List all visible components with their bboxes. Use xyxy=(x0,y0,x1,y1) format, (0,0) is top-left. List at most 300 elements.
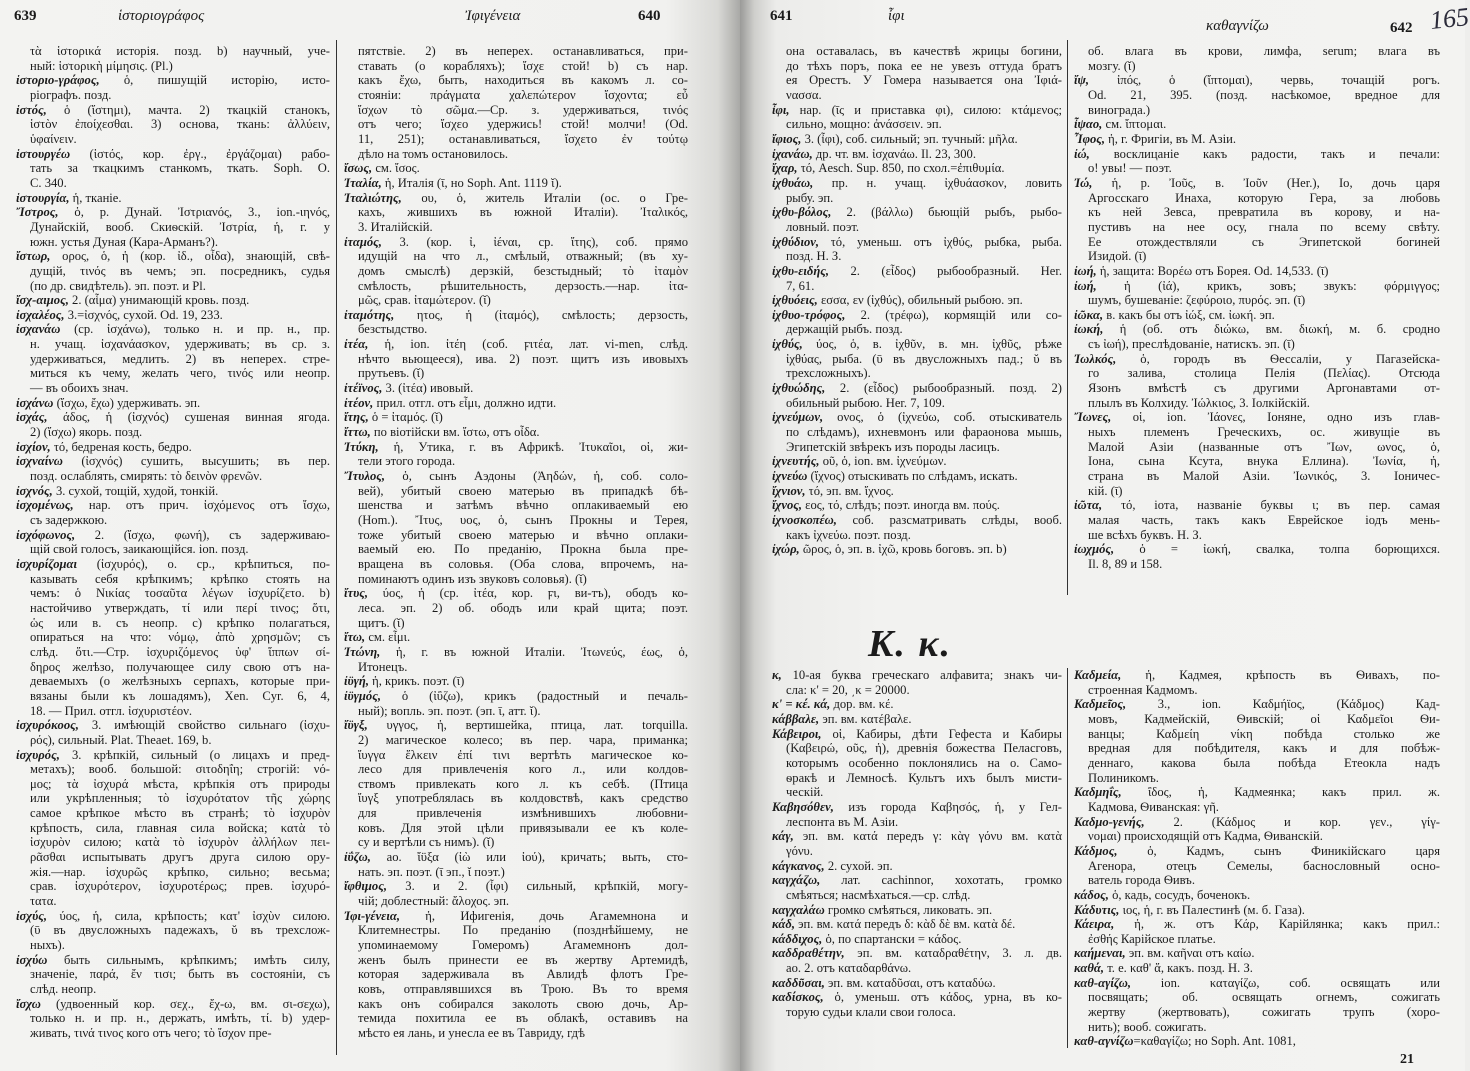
entry-continuation-line: позд. Н. З. xyxy=(786,249,842,264)
entry-continuation-line: удерживаться, медлить. 2) въ неперех. стре- xyxy=(30,351,330,366)
entry-continuation-line: къ ней Зевса, превратила въ корову, и на- xyxy=(1088,205,1440,220)
definition-text: см. ἴσος. xyxy=(372,161,420,176)
entry-continuation-line: сла: κ' = 20, ͵κ = 20000. xyxy=(786,682,910,697)
headword: ἴφθιμος, xyxy=(344,879,387,894)
entry-continuation-line: жія.—нар. ἰσχυρῶς крѣпко, сильно; весьма; xyxy=(30,864,330,879)
entry-continuation-line: Od. 21, 395. (позд. насѣкомое, вредное для xyxy=(1088,87,1440,102)
entry-continuation-line: мѣсто ея лань, и унесла ее въ Тавриду, гдѣ xyxy=(358,1025,585,1040)
entry-continuation-line: женъ былъ принести ее въ жертву Артемидѣ, xyxy=(358,952,688,967)
entry-continuation-line: опираться на что: νόμῳ, ἀπὸ χρησμῶν; съ xyxy=(30,630,330,645)
entry-continuation-line: южн. устья Дуная (Кара-Арманъ?). xyxy=(30,234,219,249)
entry-continuation-line: Ее отождествляли съ Эгипетской богиней xyxy=(1088,234,1440,249)
entry-continuation-line: живать, τινά τινος кого отъ чего; τὸ ἴσχον пре- xyxy=(30,1025,272,1040)
headword: καθ-αγνίζω xyxy=(1074,1034,1134,1049)
definition-text: ἡ (об. отъ διώκω, вм. διωκή, м. б. сродно xyxy=(1103,322,1440,337)
headword: ἴψ, xyxy=(1074,73,1090,88)
definition-text: дор. вм. κέ. xyxy=(830,697,894,712)
entry-continuation-line: чемъ: ὁ Νικίας τοσαῦτα λέγων ἰσχυρίζετο. b) xyxy=(30,586,330,601)
entry-first-line xyxy=(344,396,688,411)
entry-first-line xyxy=(1074,322,1440,337)
definition-text: τό, іота, названіе буквы ι; въ пер. самая xyxy=(1102,498,1440,513)
entry-first-line xyxy=(344,689,688,704)
entry-first-line xyxy=(1074,1034,1440,1049)
headword: κάγ, xyxy=(772,829,794,844)
definition-text: эп. вм. κατά передъ γ: κὰγ γόνυ вм. κατὰ xyxy=(793,829,1062,844)
headword: ἰϋγή, xyxy=(344,674,369,689)
definition-text: прил. отгл. отъ εἶμι, должно идти. xyxy=(373,395,557,410)
entry-first-line xyxy=(1074,917,1440,932)
headword: ἰσχυρόκοος, xyxy=(16,718,79,733)
entry-continuation-line: Il. 8, 89 и 158. xyxy=(1088,556,1163,571)
entry-continuation-line: Эгипетскій звѣрекъ изъ породы ласицъ. xyxy=(786,439,1000,454)
definition-text: ἡ, ion. ἰτέη (соб. ϝιτέα, лат. vi-men, слѣд. xyxy=(368,337,688,352)
definition-text: 2. (Κάδμος и кор. γεν., γίγ- xyxy=(1144,814,1440,829)
entry-first-line xyxy=(16,748,330,763)
running-head-first-word: ἶφι xyxy=(888,8,905,24)
entry-continuation-line: ный: ἱστορικὴ μίμησις. (Pl.) xyxy=(30,58,173,73)
entry-continuation-line: ческій. xyxy=(786,785,824,800)
entry-first-line xyxy=(344,645,688,660)
entry-continuation-line: вязаны были къ лошадямъ), Xen. Cyr. 6, 4, xyxy=(30,688,330,703)
definition-text: άδος, ἡ (ἰσχνός) сушеная винная ягода. xyxy=(47,410,330,425)
entry-continuation-line: срав. ἰσχυρότερον, ἰσχυροτέρως; прев. ἰσχυρό- xyxy=(30,879,330,894)
entry-continuation-line: н. учащ. ἰσχανάασκον, удерживать; въ ср. з. xyxy=(30,337,330,352)
entry-continuation-line: съ ἰωή), преслѣдованіе, натискъ. эп. (ῑ) xyxy=(1088,337,1295,352)
entry-continuation-line: — въ обоихъ знач. xyxy=(30,381,129,396)
headword: ἰχθύδιον, xyxy=(772,234,820,249)
entry-first-line xyxy=(16,249,330,264)
headword: ἴττω, xyxy=(344,425,371,440)
headword: ἱστουργέω xyxy=(16,146,71,161)
definition-text: 3. (ἶφι), соб. сильный; эп. тучный: μῆλα. xyxy=(801,131,1018,146)
entry-continuation-line: ствомъ привлекать кого л. къ себѣ. (Птица xyxy=(358,776,688,791)
entry-continuation-line: (ῡ въ двусложныхъ падежахъ, ῠ въ трехслож- xyxy=(30,923,330,938)
headword: Κάδμος, xyxy=(1074,843,1118,858)
headword: ἴσχ-αιμος, xyxy=(16,293,69,308)
headword: Καβησόθεν, xyxy=(772,799,834,814)
entry-first-line xyxy=(344,425,688,440)
running-head-first-word: ἱστοριογράφος xyxy=(118,8,205,24)
entry-first-line xyxy=(344,176,688,191)
entry-continuation-line: ао. 2. отъ καταδαρθάνω. xyxy=(786,961,912,976)
definition-text: изъ города Καβησός, ἡ, у Гел- xyxy=(833,799,1062,814)
entry-continuation-line: жертву (жертвовать), сожигать трупъ (хоро- xyxy=(1088,1005,1440,1020)
entry-continuation-line: ше всѣхъ буквъ. Н. З. xyxy=(1088,527,1202,542)
headword: ἰτέον, xyxy=(344,395,374,410)
entry-first-line xyxy=(772,103,1062,118)
entry-continuation-line: смѣлость, рѣшительность, дерзость.—нар. ἰτα- xyxy=(358,278,688,293)
entry-first-line xyxy=(772,410,1062,425)
headword: ἶφι, xyxy=(772,102,790,117)
entry-first-line xyxy=(772,800,1062,815)
headword: κάδ, xyxy=(772,917,795,932)
definition-text: 3.=ἰσχνός, сухой. Od. 19, 233. xyxy=(64,307,223,322)
definition-text: др. чт. вм. ἰσχανάω. Il. 23, 300. xyxy=(812,146,976,161)
entry-first-line xyxy=(1074,147,1440,162)
headword: ἰταμότης, xyxy=(344,307,395,322)
entry-continuation-line: ἱστὸν ἐποίχεσθαι. 3) основа, ткань: ἀλλύειν, xyxy=(30,117,330,132)
entry-first-line xyxy=(772,976,1062,991)
entry-first-line xyxy=(16,718,330,733)
headword: ἰωή, xyxy=(1074,278,1097,293)
definition-text: ὁ, Кадмъ, сынъ Финикійскаго царя xyxy=(1117,843,1440,858)
entry-continuation-line: торую судьи клали свои голоса. xyxy=(786,1005,956,1020)
headword: ἰχνοσκοπέω, xyxy=(772,513,837,527)
headword: ἴτω, xyxy=(344,630,366,645)
entry-continuation-line: 2) (ἴσχω) якорь. позд. xyxy=(30,425,143,440)
definition-text: восклицаніе какъ радости, такъ и печали: xyxy=(1089,146,1440,161)
entry-continuation-line: (по др. свидѣтель). эп. поэт. и Pl. xyxy=(30,278,206,293)
entry-continuation-line: пятствіе. 2) въ неперех. останавливаться, при- xyxy=(358,44,688,58)
entry-continuation-line: шенства и затѣмъ вѣчно оплакиваемый ею xyxy=(358,498,688,513)
headword: ἰωχμός, xyxy=(1074,542,1115,557)
column-divider xyxy=(1067,668,1068,1048)
headword: ἰσχόφωνος, xyxy=(16,527,76,542)
entry-first-line xyxy=(772,712,1062,727)
entry-first-line xyxy=(1074,264,1440,279)
definition-text: τό, эп. вм. ἴχνος. xyxy=(805,483,894,498)
signature-mark: 21 xyxy=(1400,1052,1414,1067)
entry-continuation-line: Язонъ вмѣстѣ съ другими Аргонавтами от- xyxy=(1088,381,1440,396)
definition-text: 3., ion. Καδμήϊος, (Κάδμος) Кад- xyxy=(1126,697,1440,712)
entry-continuation-line: вредная для побѣдителя, какъ и для побѣж- xyxy=(1088,741,1440,756)
definition-text: τό, уменьш. отъ ἰχθύς, рыбка, рыба. xyxy=(819,234,1062,249)
definition-text: по віотійски вм. ἴστω, отъ οἶδα. xyxy=(370,425,540,440)
definition-text: см. ἴπτομαι. xyxy=(1102,117,1167,132)
headword: ἰῶτα, xyxy=(1074,498,1103,513)
headword: κ, xyxy=(772,668,782,682)
entry-continuation-line: ὡς или в. съ неопр. c) крѣпко полагаться, xyxy=(30,615,330,630)
definition-text: (ἴσχω, ἔχω) удерживать. эп. xyxy=(53,395,201,410)
definition-text: εος, τό, слѣдъ; поэт. иногда вм. πούς. xyxy=(802,498,1000,513)
entry-continuation-line: которая задерживала въ Авлидѣ флотъ Гре- xyxy=(358,967,688,982)
entry-continuation-line: ковъ, отправлявшихся въ Трою. Въ то время xyxy=(358,982,688,996)
entry-first-line xyxy=(772,697,1062,712)
definition-text: 2. (ἴσχω, φωνή), съ задерживаю- xyxy=(75,527,330,542)
headword: ἴχνιον, xyxy=(772,483,806,498)
definition-text: ύος, ὁ, в. ἰχθῦν, в. мн. ἰχθῦς, рѣже xyxy=(802,337,1062,352)
headword: καγχαλάω xyxy=(772,902,825,917)
entry-continuation-line: леса. эп. 2) об. ободъ или край щита; поэт. xyxy=(358,600,688,615)
entry-continuation-line: ρᾶσθαι испытывать другъ друга силою ору- xyxy=(30,850,330,865)
entry-continuation-line: обильный рыбою. Her. 7, 109. xyxy=(786,395,945,410)
entry-first-line xyxy=(1074,903,1440,918)
entry-first-line xyxy=(772,161,1062,176)
entry-first-line xyxy=(1074,946,1440,961)
definition-text: 3. (ἰτέα) ивовый. xyxy=(382,381,474,396)
definition-text: τό, бедреная кость, бедро. xyxy=(50,439,192,454)
page-number: 641 xyxy=(770,8,793,24)
headword: ἰΰζω, xyxy=(344,850,371,865)
entry-first-line xyxy=(16,557,330,572)
entry-continuation-line: Полиникомъ. xyxy=(1088,770,1159,785)
entry-continuation-line: слѣд. неопр. xyxy=(30,982,97,996)
headword: Ἰταλιώτης, xyxy=(344,190,402,205)
entry-first-line xyxy=(1074,176,1440,191)
headword: ἰωή, xyxy=(1074,263,1097,278)
entry-first-line xyxy=(772,205,1062,220)
entry-continuation-line: метахъ); вооб. большой: σιτοδηΐη; строгій: νό- xyxy=(30,762,330,777)
definition-text: соб. разсматривать слѣды, вооб. xyxy=(836,513,1062,527)
entry-first-line xyxy=(772,990,1062,1005)
entry-continuation-line: ἴυγγα ἕλκειν ἐπί τινι вертѣть магическое ко- xyxy=(358,747,688,762)
headword: Κάδυτις, xyxy=(1074,902,1120,917)
entry-first-line xyxy=(16,73,330,88)
entry-first-line xyxy=(344,718,688,733)
definition-text: ὁ, р. Дунай. Ἰστριανός, 3., ion.-ιηνός, xyxy=(58,205,330,220)
entry-continuation-line: домъ смыслѣ) дерзкій, безстыдный; τὸ ἰταμὸν xyxy=(358,263,688,278)
headword: Κάβειροι, xyxy=(772,726,822,741)
headword: ἰϋγμός, xyxy=(344,688,381,703)
entry-first-line xyxy=(772,337,1062,352)
entry-continuation-line: которымъ особенно поклонялись на о. Само- xyxy=(786,755,1062,770)
headword: ἴσχω xyxy=(16,996,41,1011)
definition-text: ὁ = ἰωκή, свалка, толпа борющихся. xyxy=(1114,542,1440,557)
headword: Ἰφι-γένεια, xyxy=(344,908,400,923)
headword: ἰχθυο-τρόφος, xyxy=(772,307,846,322)
headword: Καδμο-γενής, xyxy=(1074,814,1145,829)
definition-text: (ἱστός, кор. ἐργ., ἐργάζομαι) рабо- xyxy=(70,146,330,161)
entry-continuation-line: мовъ, Кадмейскій, Ѳивскій; οἱ Καδμεῖοι Ѳи- xyxy=(1088,711,1440,726)
entry-first-line xyxy=(1074,279,1440,294)
entry-continuation-line: ἐσθής Карійское платье. xyxy=(1088,931,1216,946)
entry-continuation-line: тоже убитый своею матерью и вѣчно оплаки- xyxy=(358,527,688,542)
headword: ἱστουργία, xyxy=(16,190,70,205)
entry-continuation-line: по слѣдамъ), ихневмонъ или фараонова мышь, xyxy=(786,425,1062,440)
definition-text: эп. вм. κατά передъ δ: κὰδ δὲ вм. κατὰ δέ. xyxy=(795,917,1016,932)
definition-text: οἱ, Кабиры, дѣти Гефеста и Кабиры xyxy=(821,726,1062,741)
definition-text: эп. вм. κατέβαλε. xyxy=(819,711,912,726)
definition-text: ΐδος, ἡ, Кадмеянка; какъ прил. ж. xyxy=(1121,785,1440,800)
entry-first-line xyxy=(344,381,688,396)
entry-continuation-line: значеніе, παρά, ἔν τισι; быть въ состояніи, съ xyxy=(30,967,330,982)
entry-continuation-line: ѳракѣ и Лемносѣ. Культъ ихъ былъ мисти- xyxy=(786,770,1062,785)
entry-continuation-line: смѣяться; насмѣхаться.—ср. слѣд. xyxy=(786,887,971,902)
entry-continuation-line: миться къ чему, желать чего, τινός или неопр. xyxy=(30,366,330,381)
entry-continuation-line: малая часть, такъ какъ Еврейское іодъ мень- xyxy=(1088,513,1440,527)
definition-text: ῶρος, ὁ, эп. в. ἰχῶ, кровь боговъ. эп. b) xyxy=(799,542,1007,557)
entry-continuation-line: нить); вооб. сожигать. xyxy=(1088,1019,1207,1034)
entry-continuation-line: о! увы! — поэт. xyxy=(1088,161,1172,176)
entry-continuation-line: ванцы; Καδμείη νίκη побѣда столько же xyxy=(1088,726,1440,741)
entry-continuation-line: 11, 251); останавливаться, ἴσχετο ἐν τούτῳ xyxy=(358,131,688,146)
entry-first-line xyxy=(772,469,1062,484)
dictionary-column xyxy=(344,44,688,1041)
entry-first-line xyxy=(16,322,330,337)
entry-first-line xyxy=(1074,844,1440,859)
definition-text: ἡ, тканіе. xyxy=(69,190,122,205)
definition-text: υγγος, ἡ, вертишейка, птица, лат. torquilla. xyxy=(367,718,688,733)
definition-text: ύος, ἡ (ср. ἰτέα, кор. ϝι, ви-тъ), ободъ ко- xyxy=(368,586,688,601)
entry-continuation-line: только н. и пр. н., держать, имѣть, τί. b) удер- xyxy=(30,1011,330,1026)
entry-continuation-line: νομαι) происходящій отъ Кадма, Ѳиванскій. xyxy=(1088,829,1323,844)
definition-text: ἡ, Ифигенія, дочь Агамемнона и xyxy=(399,908,688,923)
definition-text: ονος, ὁ (ἰχνεύω, соб. отыскиватель xyxy=(823,410,1062,425)
entry-continuation-line: кахъ, жившихъ въ южной Италіи). Ἰταλικός, xyxy=(358,205,688,220)
entry-first-line xyxy=(772,542,1062,557)
entry-first-line xyxy=(344,469,688,484)
entry-continuation-line: го залива, столица Пелія (Πελίας). Отсюда xyxy=(1088,366,1440,381)
entry-continuation-line: тели этого города. xyxy=(358,454,456,469)
definition-text: ἡ, р. Ἰοῦς, в. Ἰοῦν (Her.), Іо, дочь царя xyxy=(1092,175,1440,190)
entry-first-line xyxy=(1074,888,1440,903)
definition-text: 3. имѣющій свойство сильнаго (ἰσχυ- xyxy=(78,718,330,733)
entry-continuation-line: для привлеченія измѣнившихъ любовни- xyxy=(358,806,688,821)
definition-text: 3. (кор. ἰ, ἰέναι, ср. ἴτης), соб. прямо xyxy=(381,234,688,249)
definition-text: τό, Aesch. Sup. 850, по схол.=ἐπιθυμία. xyxy=(797,161,1005,176)
definition-text: эп. вм. καῆναι отъ καίω. xyxy=(1125,946,1255,961)
headword: ἰχανάω, xyxy=(772,146,813,161)
definition-text: 3. и 2. (ἶφι) сильный, крѣпкій, могу- xyxy=(386,879,688,894)
entry-continuation-line: ἰσχυρὸν силою; κατὰ τὸ ἰσχυρὸν ἀλλήλων πει- xyxy=(30,835,330,850)
headword: ἰῶκα, xyxy=(1074,307,1104,322)
entry-continuation-line: тать за ткацкимъ станкомъ, ткать. Soph. O. xyxy=(30,161,330,176)
definition-text: ιος, ἡ, г. въ Палестинѣ (м. б. Газа). xyxy=(1119,902,1305,917)
definition-text: ὁ, пишущій исторію, исто- xyxy=(99,73,330,88)
entry-first-line xyxy=(1074,542,1440,557)
entry-continuation-line: щій свой голосъ, заикающійся. ion. позд. xyxy=(30,542,249,557)
headword: ἴσως, xyxy=(344,161,373,176)
definition-text: 3. сухой, тощій, худой, тонкій. xyxy=(52,483,219,498)
entry-first-line xyxy=(16,410,330,425)
running-head-last-word: Ἰφιγένεια xyxy=(465,8,521,24)
entry-continuation-line: Итонецъ. xyxy=(358,659,408,674)
entry-continuation-line: ныхъ). xyxy=(30,938,65,953)
entry-continuation-line: Аргосскаго Инаха, которую Гера, за любовь xyxy=(1088,190,1440,205)
entry-first-line xyxy=(344,586,688,601)
entry-first-line xyxy=(772,147,1062,162)
definition-text: (ἰσχνός) сушить, высушить; въ пер. xyxy=(62,454,330,469)
definition-text: ἡ, г. въ южной Италіи. Ἰτωνεύς, έως, ὁ, xyxy=(380,644,688,659)
entry-continuation-line: 18. — Прил. отгл. ἰσχυριστέον. xyxy=(30,703,193,718)
definition-text: 2. (εἶδος) рыбообразный. Her. xyxy=(829,263,1062,278)
entry-first-line xyxy=(1074,961,1440,976)
entry-continuation-line: Клитемнестры. По преданію (позднѣйшему, не xyxy=(358,923,688,938)
definition-text: ὁ, городъ въ Ѳессаліи, у Пагазейска- xyxy=(1116,351,1440,366)
headword: Καδμεῖος, xyxy=(1074,697,1127,712)
entry-continuation-line: (Καβειρώ, οῦς, ἡ), древнія божества Пеласговъ, xyxy=(786,741,1062,756)
headword: Καδμεία, xyxy=(1074,668,1122,682)
entry-continuation-line: Агенора, отецъ Семелы, баснословный осно- xyxy=(1088,858,1440,873)
entry-continuation-line: чій; доблестный: ἄλοχος. эп. xyxy=(358,894,510,909)
entry-first-line xyxy=(16,205,330,220)
entry-continuation-line: νασσα. xyxy=(786,87,822,102)
entry-continuation-line: Дунайскій, вооб. Скиѳскій. Ἰστρία, ἡ, г. у xyxy=(30,219,330,234)
headword: καδδραθέτην, xyxy=(772,946,845,961)
entry-continuation-line: посвящать; об. освящать огнемъ, сожигать xyxy=(1088,990,1440,1005)
headword: ἰσχομένως, xyxy=(16,498,74,513)
entry-continuation-line: нать. эп. поэт. (ῑ эп., ῐ поэт.) xyxy=(358,864,505,879)
entry-continuation-line: крѣпость, сила, главная сила войска; κατὰ τὸ xyxy=(30,820,330,835)
entry-first-line xyxy=(1074,410,1440,425)
headword: ἰσχναίνω xyxy=(16,454,63,469)
definition-text: см. εἶμι. xyxy=(365,630,411,645)
running-head-last-word: καθαγνίζω xyxy=(1206,18,1269,34)
entry-first-line xyxy=(1074,352,1440,367)
entry-continuation-line: ἰχθύας, рыба. (ῡ въ двусложныхъ пад.; ῠ въ xyxy=(786,351,1062,366)
headword: Ἰταλία, xyxy=(344,175,382,190)
entry-first-line xyxy=(772,308,1062,323)
entry-first-line xyxy=(344,674,688,689)
handwritten-page-number: 165 xyxy=(1428,2,1470,35)
headword: ἴτυς, xyxy=(344,586,369,601)
definition-text: 2. (αἷμα) унимающій кровь. позд. xyxy=(68,293,250,308)
entry-first-line xyxy=(16,484,330,499)
definition-text: ἡ, крикъ. поэт. (ῑ) xyxy=(368,674,465,689)
dictionary-column xyxy=(1074,44,1440,572)
entry-continuation-line: (Hom.). Ἴτυς, υος, ὁ, сынъ Прокны и Терея, xyxy=(358,513,688,527)
entry-first-line xyxy=(772,727,1062,742)
entry-continuation-line: настойчиво утверждать, τί или περί τινος; ὅτι, xyxy=(30,600,330,615)
headword: καδδῦσαι, xyxy=(772,975,825,990)
entry-continuation-line: 2) магическое колесо; въ пер. чара, приманка; xyxy=(358,732,688,747)
entry-continuation-line: прутьевъ. (ῐ) xyxy=(358,366,425,381)
entry-first-line xyxy=(344,337,688,352)
entry-continuation-line: строенная Кадмомъ. xyxy=(1088,682,1198,697)
entry-continuation-line: шумъ, бушеваніе: ζεφύροιο, πυρός. эп. (ῑ) xyxy=(1088,293,1306,308)
entry-first-line xyxy=(16,440,330,455)
headword: κάγκανος, xyxy=(772,858,825,873)
entry-first-line xyxy=(16,293,330,308)
entry-continuation-line: темида похитила ее въ облакѣ, оставивъ на xyxy=(358,1011,688,1026)
definition-text: ου, ὁ, житель Италіи (ос. о Гре- xyxy=(401,190,688,205)
headword: ἰχνεύμων, xyxy=(772,410,824,425)
definition-text: ορος, ὁ, ἡ (кор. ἰδ., οἶδα), знающій, свѣ- xyxy=(50,249,330,264)
definition-text: 2. сухой. эп. xyxy=(824,858,893,873)
headword: ἴχνος, xyxy=(772,498,803,513)
entry-continuation-line: вей), убитый своею матерью въ припадкѣ бѣ- xyxy=(358,483,688,498)
entry-first-line xyxy=(772,498,1062,513)
headword: ἱστός, xyxy=(16,102,47,117)
headword: ἰχθυάω, xyxy=(772,175,814,190)
entry-first-line xyxy=(772,235,1062,250)
entry-continuation-line: какъ онъ собирался заколоть свою дочь, Ар- xyxy=(358,996,688,1011)
headword: ἰσχυρός, xyxy=(16,747,60,762)
letter-section-heading: Κ. κ. xyxy=(868,623,952,665)
entry-continuation-line: C. 340. xyxy=(30,175,67,190)
headword: ἰσχάς, xyxy=(16,410,48,425)
entry-first-line xyxy=(16,191,330,206)
entry-continuation-line: страна въ Малой Азіи. Ἰωνικός, 3. Іоничес- xyxy=(1088,469,1440,484)
definition-text: ао. ἴϋξα (ἰὼ или ἰού), кричать; выть, сто- xyxy=(370,850,688,865)
definition-text: эп. вм. καταδραθέτην, 3. л. дв. xyxy=(844,946,1062,961)
entry-first-line xyxy=(1074,117,1440,132)
definition-text: 2. (τρέφω), кормящій или со- xyxy=(845,307,1062,322)
definition-text: ητος, ἡ (ἰταμός), смѣлость; дерзость, xyxy=(394,307,688,322)
entry-first-line xyxy=(344,879,688,894)
entry-continuation-line: идущій на что л., смѣлый, отважный; (въ ху- xyxy=(358,249,688,264)
definition-text: ὁ, сынъ Аэдоны (Ἀηδών, ἡ, соб. соло- xyxy=(385,469,688,484)
headword: ἰσχίον, xyxy=(16,439,51,454)
headword: κ' = κέ. κά, xyxy=(772,697,831,712)
definition-text: 10-ая буква греческаго алфавита; знакъ чи- xyxy=(781,668,1062,682)
entry-first-line xyxy=(772,513,1062,528)
entry-continuation-line: τὰ ἱστορικά исторія. позд. b) научный, уче- xyxy=(30,44,330,58)
headword: ἱστοριο-γράφος, xyxy=(16,73,100,88)
column-divider xyxy=(336,40,337,1055)
definition-text: громко смѣяться, ликовать. эп. xyxy=(824,902,993,917)
entry-first-line xyxy=(772,176,1062,191)
entry-continuation-line: держащій рыбъ. позд. xyxy=(786,322,903,337)
definition-text: ἡ (ἰά), крикъ, зовъ; звукъ: φόρμιγγος; xyxy=(1096,278,1440,293)
definition-text: эп. вм. καταδῦσαι, отъ καταδύω. xyxy=(824,975,996,990)
headword: ἰχνεύω xyxy=(772,469,808,484)
headword: Ἴτυλος, xyxy=(344,469,385,484)
headword: καγχάζω, xyxy=(772,873,821,888)
entry-first-line xyxy=(1074,815,1440,830)
entry-continuation-line: 7, 61. xyxy=(786,278,815,293)
entry-continuation-line: безстыдство. xyxy=(358,322,428,337)
